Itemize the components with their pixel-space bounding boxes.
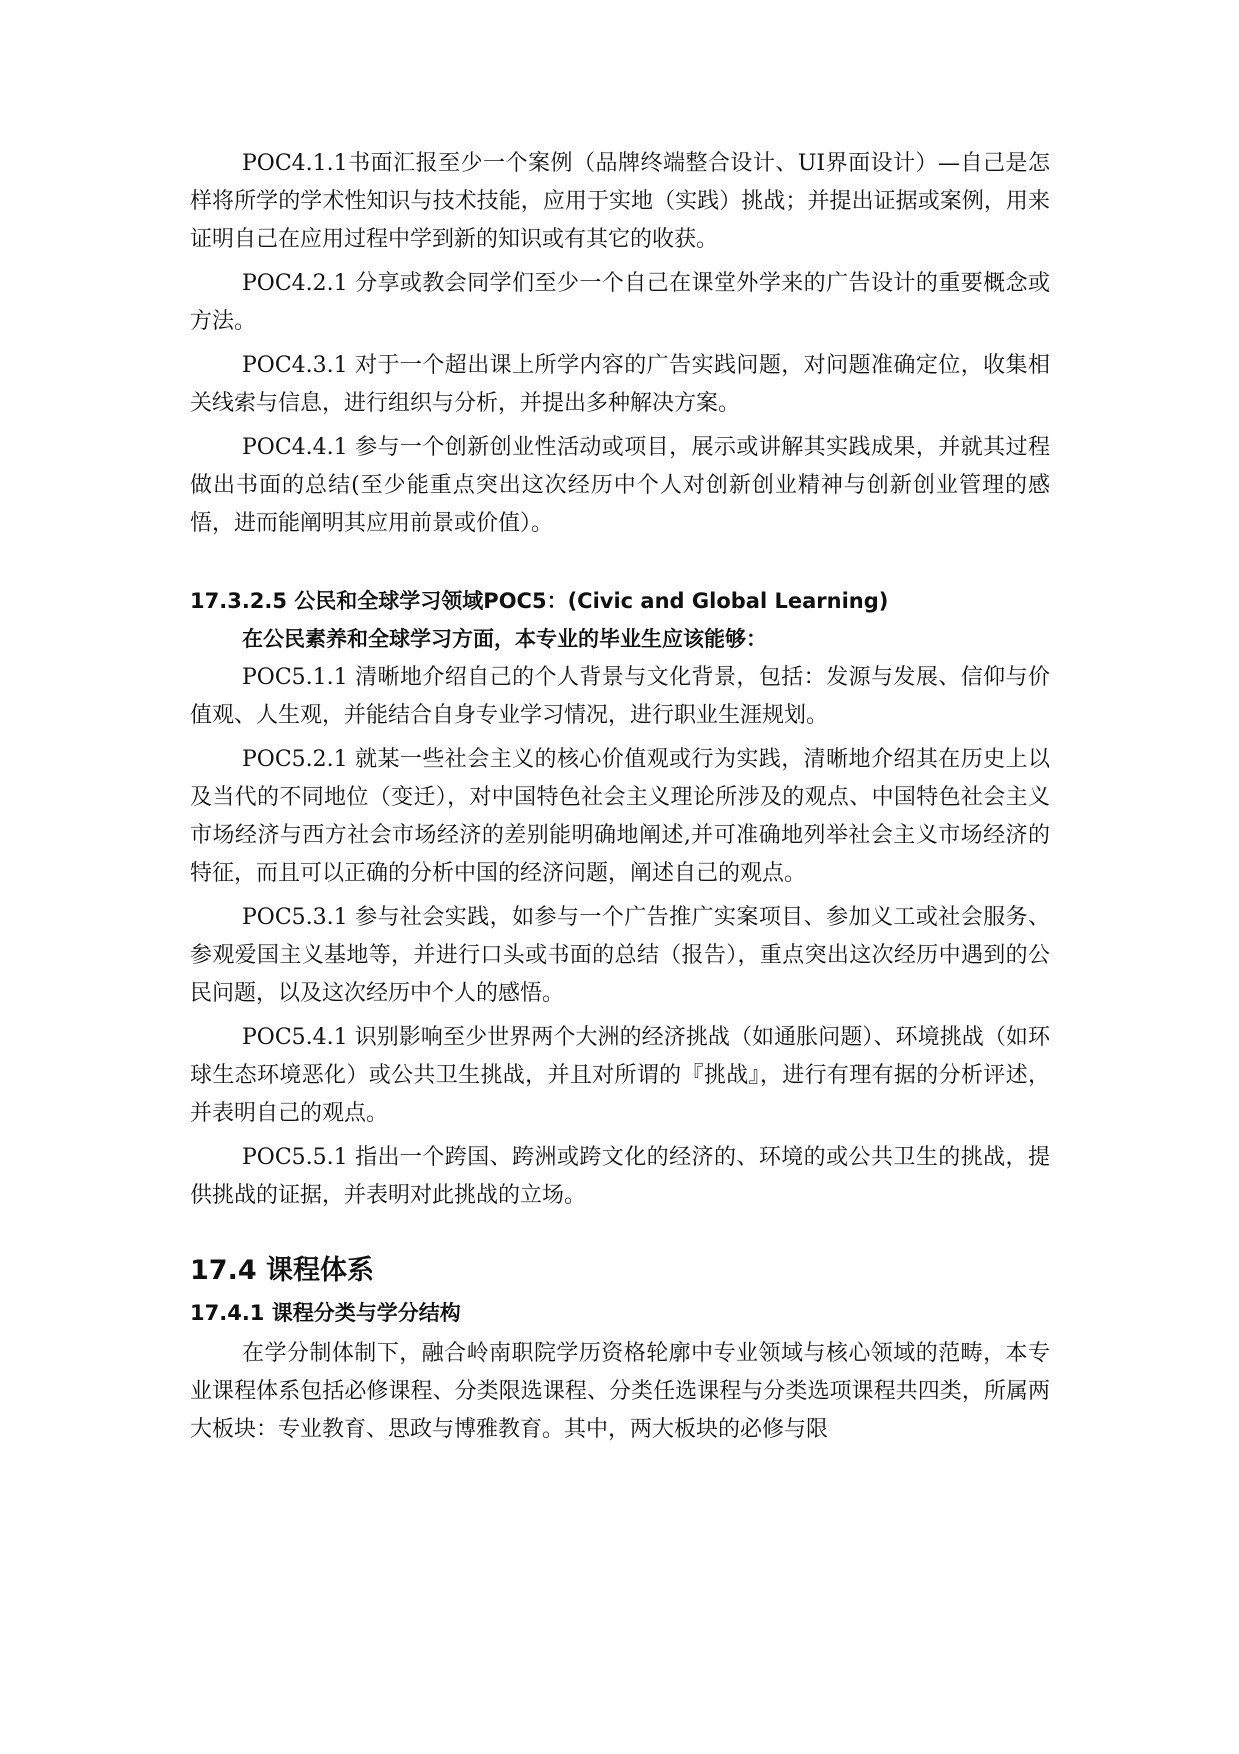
- section-heading-course-system: 17.4 课程体系: [190, 1255, 375, 1286]
- poc5-3-paragraph: POC5.3.1 参与社会实践，如参与一个广告推广实案项目、参加义工或社会服务、参观爱国主义基地等，并进行口头或书面的总结（报告），重点突出这次经历中遇到的公民问题，以及这次经历中个人的感悟。: [190, 905, 1050, 1006]
- poc5-4-paragraph: POC5.4.1 识别影响至少世界两个大洲的经济挑战（如通胀问题）、环境挑战（如环球生态环境恶化）或公共卫生挑战，并且对所谓的『挑战』，进行有理有据的分析评述，并表明自己的观点。: [190, 1025, 1050, 1126]
- section-heading-poc5: 17.3.2.5 公民和全球学习领域POC5：(Civic and Global Learning): [190, 589, 889, 613]
- poc4-2-paragraph: POC4.2.1 分享或教会同学们至少一个自己在课堂外学来的广告设计的重要概念或方法。: [190, 271, 1050, 334]
- poc5-2-paragraph: POC5.2.1 就某一些社会主义的核心价值观或行为实践，清晰地介绍其在历史上以及当代的不同地位（变迁），对中国特色社会主义理论所涉及的观点、中国特色社会主义市场经济与西方社会市场经济的差别能明确地阐述,并可准确地列举社会主义市场经济的特征，而且可以正确的分析中国的经济问题，阐述自己的观点。: [190, 747, 1050, 886]
- document-page: [190, 145, 1050, 1455]
- poc4-3-paragraph: POC4.3.1 对于一个超出课上所学内容的广告实践问题，对问题准确定位，收集相关线索与信息，进行组织与分析，并提出多种解决方案。: [190, 353, 1050, 416]
- subsection-heading-course-classification: 17.4.1 课程分类与学分结构: [190, 1301, 461, 1325]
- poc5-1-paragraph: POC5.1.1 清晰地介绍自己的个人背景与文化背景，包括：发源与发展、信仰与价值观、人生观，并能结合自身专业学习情况，进行职业生涯规划。: [190, 665, 1050, 728]
- poc4-4-paragraph: POC4.4.1 参与一个创新创业性活动或项目，展示或讲解其实践成果，并就其过程做出书面的总结(至少能重点突出这次经历中个人对创新创业精神与创新创业管理的感悟，进而能阐明其应用前景或价值）。: [190, 435, 1050, 536]
- course-system-paragraph: 在学分制体制下，融合岭南职院学历资格轮廓中专业领域与核心领域的范畴，本专业课程体系包括必修课程、分类限选课程、分类任选课程与分类选项课程共四类，所属两大板块：专业教育、思政与博雅教育。其中，两大板块的必修与限: [190, 1341, 1050, 1442]
- poc5-5-paragraph: POC5.5.1 指出一个跨国、跨洲或跨文化的经济的、环境的或公共卫生的挑战，提供挑战的证据，并表明对此挑战的立场。: [190, 1145, 1050, 1208]
- poc5-lead-text: 在公民素养和全球学习方面，本专业的毕业生应该能够：: [242, 627, 767, 651]
- poc4-1-paragraph: POC4.1.1书面汇报至少一个案例（品牌终端整合设计、UI界面设计）—自己是怎样将所学的学术性知识与技术技能，应用于实地（实践）挑战；并提出证据或案例，用来证明自己在应用过程中学到新的知识或有其它的收获。: [190, 151, 1050, 252]
